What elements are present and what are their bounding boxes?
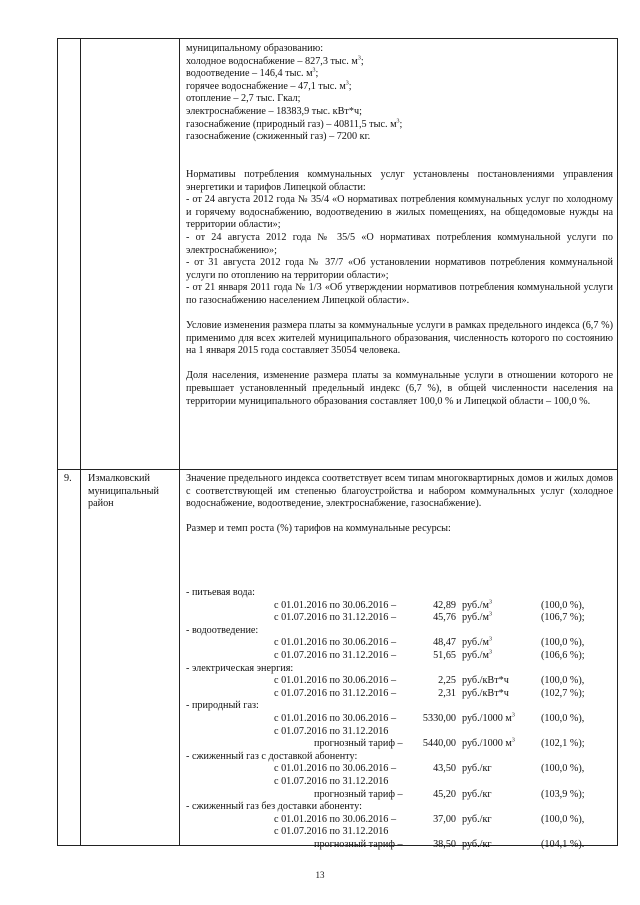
tariff-period: с 01.01.2016 по 30.06.2016 – bbox=[274, 599, 397, 611]
tariff-row bbox=[186, 675, 613, 688]
tariff-value: 51,65 bbox=[433, 649, 456, 661]
tariff-row bbox=[186, 763, 613, 776]
district-name: Измалковский муниципальный район bbox=[88, 473, 159, 510]
tariff-row bbox=[186, 726, 613, 739]
row-divider bbox=[58, 469, 617, 470]
tariff-period: прогнозный тариф – bbox=[314, 838, 403, 850]
tariff-value: 43,50 bbox=[433, 763, 456, 775]
row8-content bbox=[186, 43, 613, 408]
tariff-growth: (100,0 %), bbox=[541, 813, 585, 825]
tariff-growth: (103,9 %); bbox=[541, 788, 585, 800]
tariff-value: 2,31 bbox=[438, 687, 456, 699]
tariff-row bbox=[186, 789, 613, 802]
tariff-value: 37,00 bbox=[433, 813, 456, 825]
tariff-period: прогнозный тариф – bbox=[314, 788, 403, 800]
tariff-row bbox=[186, 688, 613, 701]
tariff-growth: (102,7 %); bbox=[541, 687, 585, 699]
column-divider-2 bbox=[179, 39, 180, 845]
tariff-unit: руб./кг bbox=[462, 763, 492, 775]
tariff-row bbox=[186, 776, 613, 789]
row9-content bbox=[186, 473, 613, 536]
tariff-unit: руб./кг bbox=[462, 838, 492, 850]
tariff-unit: $руб./м^3$ bbox=[462, 636, 492, 649]
tariff-unit: руб./кг bbox=[462, 813, 492, 825]
tariff-period: с 01.01.2016 по 30.06.2016 – bbox=[274, 637, 397, 649]
tariff-unit: руб./кВт*ч bbox=[462, 687, 509, 699]
tariff-period: с 01.07.2016 по 31.12.2016 bbox=[274, 775, 389, 787]
tariff-period: с 01.07.2016 по 31.12.2016 bbox=[274, 826, 389, 838]
tariff-row bbox=[186, 738, 613, 751]
tariff-row bbox=[186, 814, 613, 827]
tariff-unit: руб./1000 $м^3$ bbox=[462, 737, 515, 750]
tariff-growth: (100,0 %), bbox=[541, 763, 585, 775]
tariff-period: с 01.07.2016 по 31.12.2016 – bbox=[274, 687, 397, 699]
norms-intro: Нормативы потребления коммунальных услуг установлены постановлениями управления энергетики и тарифов Липецкой области: bbox=[186, 168, 613, 193]
tariff-unit: $руб./м^3$ bbox=[462, 599, 492, 611]
tariff-unit: руб./1000 $м^3$ bbox=[462, 712, 515, 724]
tariff-period: прогнозный тариф – bbox=[314, 738, 403, 750]
consumption-line: электроснабжение – 18383,9 тыс. кВт*ч; bbox=[186, 105, 362, 117]
tariff-period: с 01.07.2016 по 31.12.2016 – bbox=[274, 612, 397, 624]
norms-item: - от 21 января 2011 года № 1/3 «Об утверждении нормативов потребления коммунальной услуги по газоснабжению населением Липецкой области». bbox=[186, 282, 613, 306]
tariff-period: с 01.01.2016 по 30.06.2016 – bbox=[274, 675, 397, 687]
tariff-period: с 01.07.2016 по 31.12.2016 – bbox=[274, 649, 397, 661]
tariff-growth: (100,0 %), bbox=[541, 712, 585, 724]
page-number: 13 bbox=[315, 870, 325, 880]
tariff-value: 2,25 bbox=[438, 675, 456, 687]
tariff-row bbox=[186, 713, 613, 726]
tariff-row bbox=[186, 637, 613, 650]
condition-paragraph: Условие изменения размера платы за коммунальные услуги в рамках предельного индекса (6,7 %) применимо для всех жителей муниципального образования, численность которого по состоянию на 1 января 2015 года составляет 35054 человека. bbox=[186, 320, 613, 357]
tariff-unit: $руб./м^3$ bbox=[462, 611, 492, 624]
tariff-list bbox=[186, 587, 613, 851]
tariff-row bbox=[186, 600, 613, 613]
tariff-value: 5330,00 bbox=[422, 712, 456, 724]
tariff-value: 42,89 bbox=[433, 599, 456, 611]
tariff-row bbox=[186, 650, 613, 663]
row-number: 9. bbox=[64, 473, 72, 484]
share-paragraph: Доля населения, изменение размера платы за коммунальные услуги в отношении которого не превышает установленный предельный индекс (6,7 %), в общей численности населения на территории муниципального образования составляет 100,0 % и Липецкой области – 100,0 %. bbox=[186, 370, 613, 407]
index-paragraph: Значение предельного индекса соответствует всем типам многоквартирных домов и жилых домов с соответствующей им степенью благоустройства и набором коммунальных услуг (холодное водоснабжение, водоотведение, электроснабжение, газоснабжение). bbox=[186, 473, 613, 510]
tariff-resource-label: - питьевая вода: bbox=[186, 587, 255, 598]
column-divider-1 bbox=[80, 39, 81, 845]
tariff-value: 45,76 bbox=[433, 612, 456, 624]
tariff-growth: (104,1 %). bbox=[541, 838, 585, 850]
consumption-intro: муниципальному образованию: bbox=[186, 43, 324, 54]
tariff-value: 5440,00 bbox=[422, 738, 456, 750]
tariff-growth: (106,6 %); bbox=[541, 649, 585, 661]
tariff-period: с 01.01.2016 по 30.06.2016 – bbox=[274, 813, 397, 825]
tariff-resource-label: - природный газ: bbox=[186, 700, 259, 712]
tariff-resource-label: - водоотведение: bbox=[186, 624, 259, 636]
tariff-unit: руб./кг bbox=[462, 788, 492, 800]
consumption-line: водоотведение – 146,4 тыс. $м^3$; bbox=[186, 67, 319, 80]
tariff-value: 48,47 bbox=[433, 637, 456, 649]
tariff-period: с 01.01.2016 по 30.06.2016 – bbox=[274, 712, 397, 724]
tariff-unit: руб./кВт*ч bbox=[462, 675, 509, 687]
tariff-value: 38,50 bbox=[433, 838, 456, 850]
consumption-line: горячее водоснабжение – 47,1 тыс. $м^3$; bbox=[186, 80, 352, 92]
rates-title: Размер и темп роста (%) тарифов на коммунальные ресурсы: bbox=[186, 523, 451, 535]
tariff-growth: (106,7 %); bbox=[541, 612, 585, 624]
data-table bbox=[57, 38, 618, 850]
tariff-period: с 01.01.2016 по 30.06.2016 – bbox=[274, 763, 397, 775]
consumption-line: газоснабжение (природный газ) – 40811,5 тыс. $м^3$; bbox=[186, 118, 403, 130]
norms-item: - от 24 августа 2012 года № 35/4 «О нормативах потребления коммунальных услуг по холодному и горячему водоснабжению, водоотведению в жилых помещениях, на общедомовые нужды на территории области»; bbox=[186, 194, 613, 231]
tariff-row bbox=[186, 826, 613, 839]
norms-item: - от 31 августа 2012 года № 37/7 «Об установлении нормативов потребления коммунальной услуги по отоплению на территории области»; bbox=[186, 257, 613, 281]
tariff-growth: (100,0 %), bbox=[541, 599, 585, 611]
tariff-growth: (100,0 %), bbox=[541, 637, 585, 649]
tariff-growth: (100,0 %), bbox=[541, 675, 585, 687]
consumption-line: газоснабжение (сжиженный газ) – 7200 кг. bbox=[186, 131, 371, 143]
tariff-row bbox=[186, 612, 613, 625]
tariff-growth: (102,1 %); bbox=[541, 738, 585, 750]
tariff-period: с 01.07.2016 по 31.12.2016 bbox=[274, 725, 389, 737]
consumption-line: холодное водоснабжение – 827,3 тыс. $м^3$; bbox=[186, 55, 364, 67]
tariff-unit: $руб./м^3$ bbox=[462, 649, 492, 661]
tariff-value: 45,20 bbox=[433, 788, 456, 800]
tariff-resource-label: - сжиженный газ с доставкой абоненту: bbox=[186, 750, 358, 762]
norms-item: - от 24 августа 2012 года № 35/5 «О нормативах потребления коммунальной услуги по электроснабжению»; bbox=[186, 231, 613, 256]
consumption-line: отопление – 2,7 тыс. Гкал; bbox=[186, 93, 301, 105]
tariff-resource-label: - электрическая энергия: bbox=[186, 662, 294, 674]
tariff-resource-label: - сжиженный газ без доставки абоненту: bbox=[186, 801, 362, 813]
tariff-row bbox=[186, 839, 613, 852]
